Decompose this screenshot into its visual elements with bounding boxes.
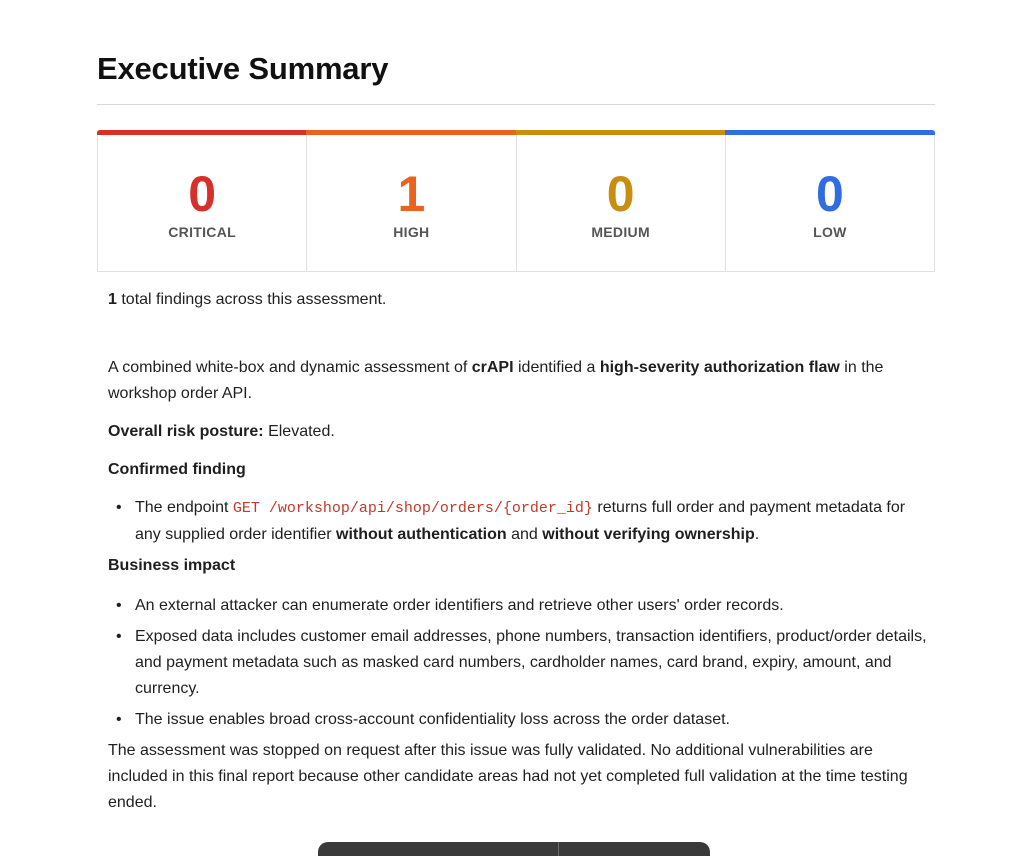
bullet-icon: • — [116, 628, 122, 645]
title-divider — [97, 104, 935, 105]
total-count: 1 — [108, 291, 117, 308]
finding-pre: The endpoint — [135, 499, 233, 516]
severity-phrase: high-severity authorization flaw — [599, 359, 840, 376]
intro-pre: A combined white-box and dynamic assessment of — [108, 359, 472, 376]
summary-content — [108, 287, 928, 816]
list-item — [108, 624, 928, 702]
low-label: LOW — [813, 224, 847, 240]
finding-mid: returns full order and payment metadata for any supplied order identifier — [135, 499, 906, 543]
severity-card-high — [306, 130, 516, 272]
medium-count: 0 — [606, 166, 635, 222]
severity-bar-low — [725, 130, 935, 135]
total-findings-line — [108, 287, 928, 313]
severity-card-medium — [516, 130, 726, 272]
impact-list — [108, 593, 928, 733]
finding-heading: Confirmed finding — [108, 461, 246, 478]
intro-post: in the workshop order API. — [108, 359, 884, 402]
list-item — [108, 495, 928, 548]
target-name: crAPI — [471, 359, 514, 376]
intro-paragraph — [108, 355, 928, 407]
total-text: total findings across this assessment. — [116, 291, 387, 308]
endpoint-code: GET /workshop/api/shop/orders/{order_id} — [232, 500, 593, 517]
page-title: Executive Summary — [97, 51, 389, 86]
impact-text: The issue enables broad cross-account confidentiality loss across the order dataset. — [135, 711, 730, 728]
posture-label: Overall risk posture: — [108, 423, 264, 440]
finding-list — [108, 495, 928, 548]
severity-bar-medium — [516, 130, 726, 135]
severity-bar-high — [306, 130, 516, 135]
severity-card-critical — [97, 130, 307, 272]
list-item — [108, 593, 928, 619]
high-count: 1 — [397, 166, 426, 222]
impact-text: An external attacker can enumerate order identifiers and retrieve other users' order records. — [135, 597, 784, 614]
finding-and: and — [506, 526, 543, 543]
impact-heading: Business impact — [108, 557, 236, 574]
medium-label: MEDIUM — [591, 224, 650, 240]
toolbar-divider — [558, 842, 559, 856]
finding-bold-ownership: without verifying ownership — [542, 526, 755, 543]
intro-mid: identified a — [513, 359, 600, 376]
floating-toolbar[interactable] — [318, 842, 710, 856]
critical-count: 0 — [188, 166, 217, 222]
bullet-icon: • — [116, 499, 122, 516]
critical-label: CRITICAL — [168, 224, 236, 240]
bullet-icon: • — [116, 597, 122, 614]
list-item — [108, 707, 928, 733]
impact-text: Exposed data includes customer email addresses, phone numbers, transaction identifiers, product/order details, and payment metadata such as masked card numbers, cardholder names, card brand, expiry, amount, and currency. — [135, 628, 927, 697]
finding-bold-auth: without authentication — [336, 526, 507, 543]
severity-bar-critical — [97, 130, 307, 135]
bullet-icon: • — [116, 711, 122, 728]
risk-posture — [108, 419, 928, 445]
severity-card-low — [725, 130, 935, 272]
severity-summary — [97, 130, 935, 272]
low-count: 0 — [815, 166, 844, 222]
posture-value: Elevated. — [263, 423, 335, 440]
high-label: HIGH — [393, 224, 430, 240]
closing-paragraph: The assessment was stopped on request after this issue was fully validated. No additional vulnerabilities are included in this final report because other candidate areas had not yet completed full validation at the time testing ended. — [108, 742, 908, 811]
finding-end: . — [754, 526, 760, 543]
